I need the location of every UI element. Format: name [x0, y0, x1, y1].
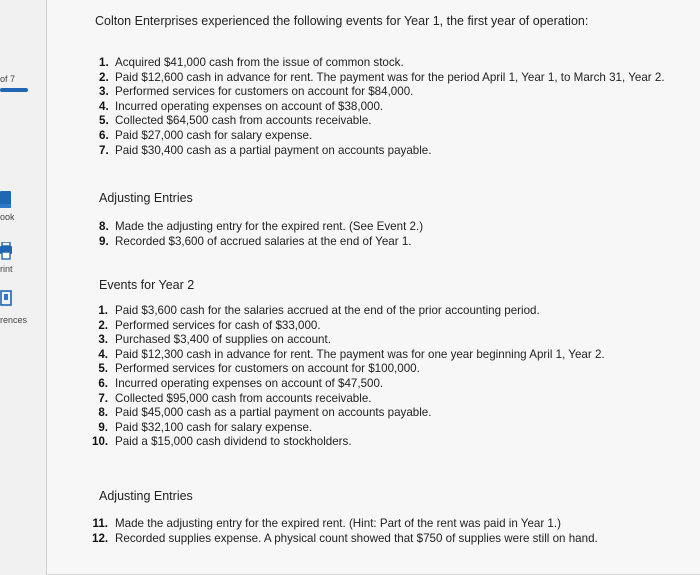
item-number: 1. [98, 304, 108, 317]
item-number: 8. [99, 220, 109, 233]
list-item [99, 421, 605, 436]
list-item [92, 435, 605, 450]
item-text: Recorded supplies expense. A physical count showed that $750 of supplies were still on hand. [115, 531, 598, 545]
list-item [99, 144, 665, 159]
problem-content [47, 0, 700, 575]
item-text: Paid a $15,000 cash dividend to stockholders. [115, 435, 352, 449]
item-text: Performed services for customers on account for $84,000. [115, 85, 414, 99]
item-text: Recorded $3,600 of accrued salaries at the end of Year 1. [115, 234, 412, 248]
item-number: 4. [98, 347, 108, 361]
list-item [99, 406, 605, 421]
list-item [99, 114, 665, 129]
item-number: 9. [99, 234, 109, 248]
problem-title: Colton Enterprises experienced the following events for Year 1, the first year of operation: [95, 14, 589, 28]
list-item [99, 333, 605, 348]
list-item [99, 392, 605, 407]
list-item [99, 348, 605, 363]
item-text: Acquired $41,000 cash from the issue of common stock. [115, 56, 404, 69]
page-progress-bar [0, 88, 28, 92]
item-text: Incurred operating expenses on account of $38,000. [115, 99, 384, 113]
page-indicator: of 7 [0, 74, 16, 84]
year2-events-list [92, 304, 605, 450]
list-item [92, 517, 598, 532]
item-text: Made the adjusting entry for the expired rent. (Hint: Part of the rent was paid in Year 1.) [115, 517, 561, 530]
item-number: 4. [99, 99, 109, 113]
item-number: 3. [99, 85, 109, 99]
print-label[interactable]: rint [0, 264, 13, 274]
item-text: Paid $45,000 cash as a partial payment on accounts payable. [115, 406, 432, 420]
item-number: 5. [99, 114, 109, 128]
item-number: 12. [92, 531, 109, 545]
item-number: 2. [99, 70, 109, 84]
item-number: 5. [98, 362, 108, 376]
item-number: 7. [98, 391, 108, 405]
list-item [92, 531, 598, 547]
list-item [99, 85, 665, 100]
list-item [99, 129, 665, 144]
list-item [99, 319, 605, 334]
item-number: 11. [92, 517, 108, 530]
item-number: 1. [99, 56, 109, 69]
list-item [99, 377, 605, 392]
adjusting-entries-heading-2: Adjusting Entries [99, 489, 193, 503]
print-icon[interactable] [0, 242, 14, 265]
year2-heading: Events for Year 2 [99, 278, 195, 292]
list-item [99, 220, 423, 235]
list-item [99, 304, 605, 319]
item-text: Performed services for cash of $33,000. [115, 318, 321, 332]
item-text: Purchased $3,400 of supplies on account. [115, 333, 331, 347]
item-text: Paid $30,400 cash as a partial payment on accounts payable. [115, 143, 432, 157]
item-number: 8. [98, 406, 108, 420]
year1-adjusting-list [99, 220, 423, 249]
year2-adjusting-list [92, 517, 598, 546]
item-number: 6. [99, 128, 109, 142]
sidebar [0, 0, 47, 575]
item-text: Paid $12,600 cash in advance for rent. The payment was for the period April 1, Year 1, to March 31, Year 2. [115, 70, 665, 84]
item-number: 10. [92, 435, 109, 449]
year1-events-list [99, 56, 665, 158]
item-text: Paid $3,600 cash for the salaries accrued at the end of the prior accounting period. [115, 304, 540, 317]
item-text: Made the adjusting entry for the expired rent. (See Event 2.) [115, 220, 424, 233]
item-text: Paid $27,000 cash for salary expense. [115, 128, 313, 142]
item-text: Collected $64,500 cash from accounts receivable. [115, 114, 372, 128]
ebook-label[interactable]: ook [0, 212, 15, 222]
list-item [99, 56, 665, 71]
list-item [99, 235, 423, 250]
item-text: Paid $12,300 cash in advance for rent. The payment was for one year beginning April 1, Year 2. [115, 347, 605, 361]
item-number: 7. [99, 143, 109, 157]
references-label[interactable]: rences [0, 315, 28, 325]
item-number: 9. [98, 420, 108, 434]
references-icon[interactable] [0, 290, 14, 315]
item-number: 3. [98, 333, 108, 347]
list-item [99, 100, 665, 115]
item-number: 6. [98, 376, 108, 390]
item-text: Paid $32,100 cash for salary expense. [115, 420, 313, 434]
adjusting-entries-heading-1: Adjusting Entries [99, 191, 193, 205]
item-text: Incurred operating expenses on account of $47,500. [115, 376, 384, 390]
list-item [99, 362, 605, 377]
item-text: Performed services for customers on account for $100,000. [115, 362, 420, 376]
item-text: Collected $95,000 cash from accounts receivable. [115, 391, 372, 405]
list-item [99, 71, 665, 86]
item-number: 2. [98, 318, 108, 332]
